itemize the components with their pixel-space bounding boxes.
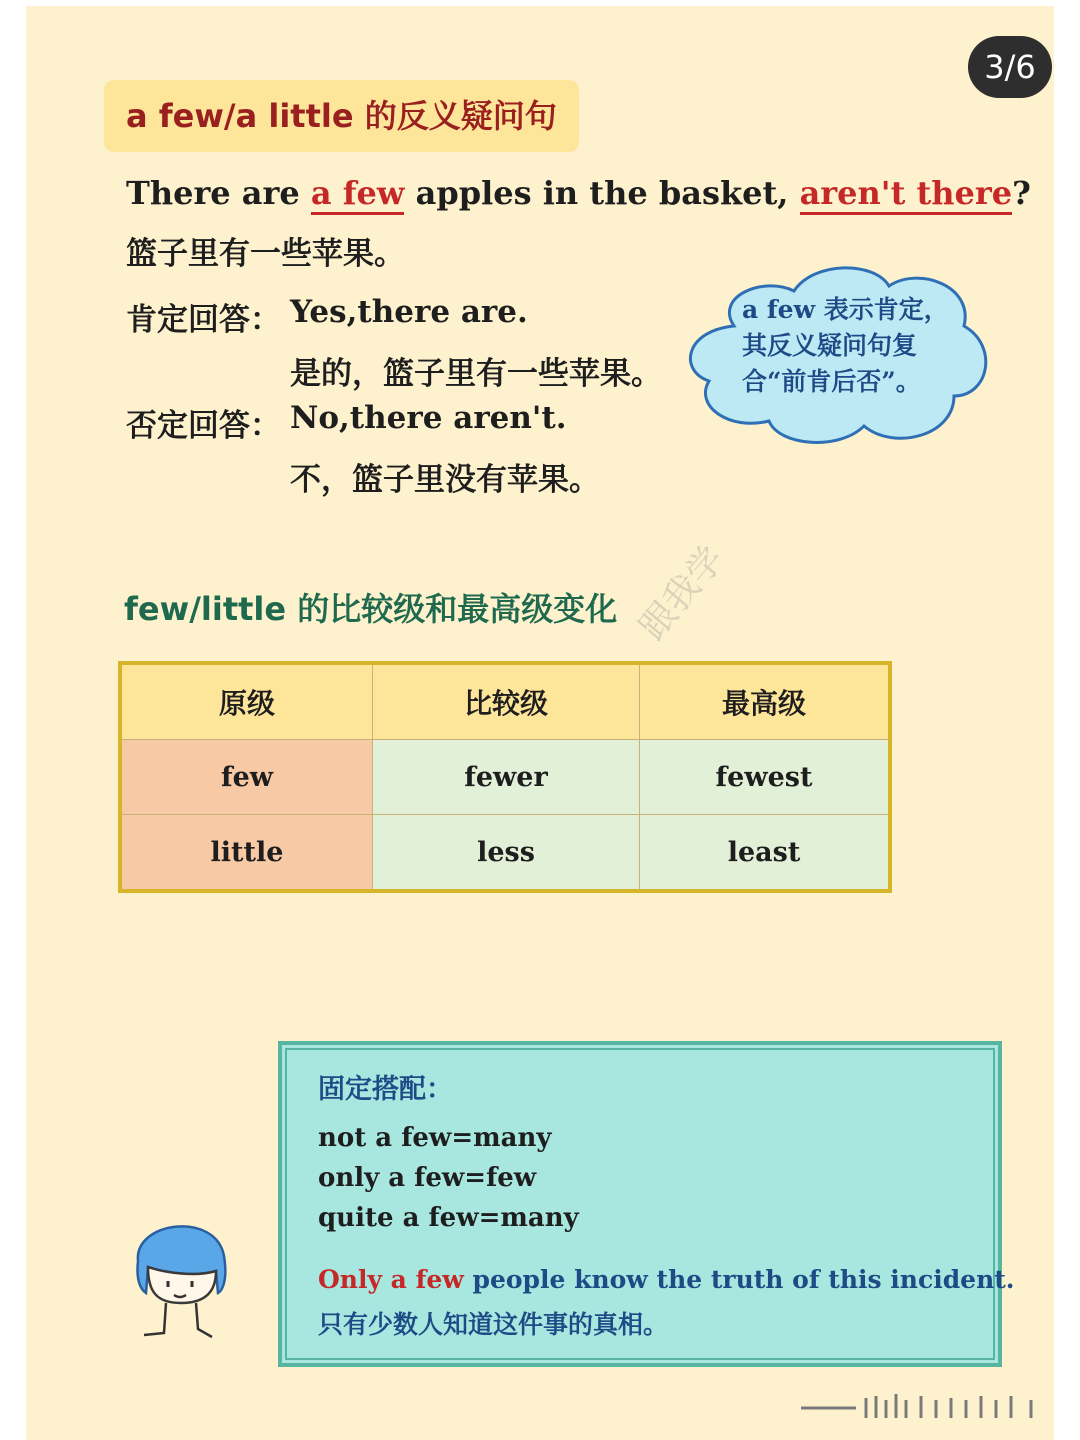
table-cell: less — [373, 815, 640, 892]
girl-cartoon-icon — [126, 1211, 236, 1341]
cloud-note-line: 合“前肯后否”。 — [742, 367, 921, 396]
page-counter-badge: 3/6 — [968, 36, 1052, 98]
sentence-part: apples in the basket, — [404, 174, 800, 212]
collocation-example-translation: 只有少数人知道这件事的真相。 — [318, 1310, 669, 1339]
table-header-row — [120, 663, 890, 740]
page — [26, 6, 1054, 1440]
table-header: 最高级 — [640, 663, 891, 740]
positive-answer-translation: 是的，篮子里有一些苹果。 — [290, 356, 662, 392]
example-rest: people know the truth of this incident. — [463, 1265, 1015, 1294]
table-cell: least — [640, 815, 891, 892]
negative-answer-translation: 不，篮子里没有苹果。 — [290, 462, 600, 498]
table-header: 比较级 — [373, 663, 640, 740]
table-cell: few — [120, 740, 373, 815]
cloud-note — [742, 292, 962, 400]
negative-answer: No,there aren't. — [290, 400, 567, 436]
comparison-table — [118, 661, 892, 893]
fixed-collocations-title: 固定搭配： — [318, 1074, 453, 1105]
sentence-highlight-a-few: a few — [311, 174, 405, 215]
table-cell: little — [120, 815, 373, 892]
cloud-note-line: a few 表示肯定， — [742, 295, 949, 324]
watermark: 跟我学 — [631, 538, 733, 648]
positive-answer-label: 肯定回答： — [126, 302, 281, 338]
table-header: 原级 — [120, 663, 373, 740]
scribble-decoration-icon — [796, 1386, 1056, 1426]
sentence-highlight-tag: aren't there — [800, 174, 1013, 215]
table-row — [120, 815, 890, 892]
lesson-title: a few/a little 的反义疑问句 — [104, 80, 579, 152]
sentence-part: There are — [126, 174, 311, 212]
positive-answer: Yes,there are. — [290, 294, 528, 330]
cloud-note-line: 其反义疑问句复 — [742, 331, 918, 360]
sentence-part: ? — [1012, 174, 1031, 212]
negative-answer-label: 否定回答： — [126, 408, 281, 444]
table-row — [120, 740, 890, 815]
collocation-item: only a few=few — [318, 1163, 537, 1193]
collocation-example — [318, 1265, 1015, 1294]
table-cell: fewer — [373, 740, 640, 815]
example-highlight: Only a few — [318, 1265, 464, 1294]
section-title: few/little 的比较级和最高级变化 — [124, 590, 618, 628]
example-sentence — [126, 174, 1031, 212]
fixed-collocations-box — [278, 1041, 1015, 1367]
example-sentence-translation: 篮子里有一些苹果。 — [126, 236, 405, 272]
collocation-item: quite a few=many — [318, 1203, 579, 1233]
table-cell: fewest — [640, 740, 891, 815]
collocation-item: not a few=many — [318, 1123, 552, 1153]
